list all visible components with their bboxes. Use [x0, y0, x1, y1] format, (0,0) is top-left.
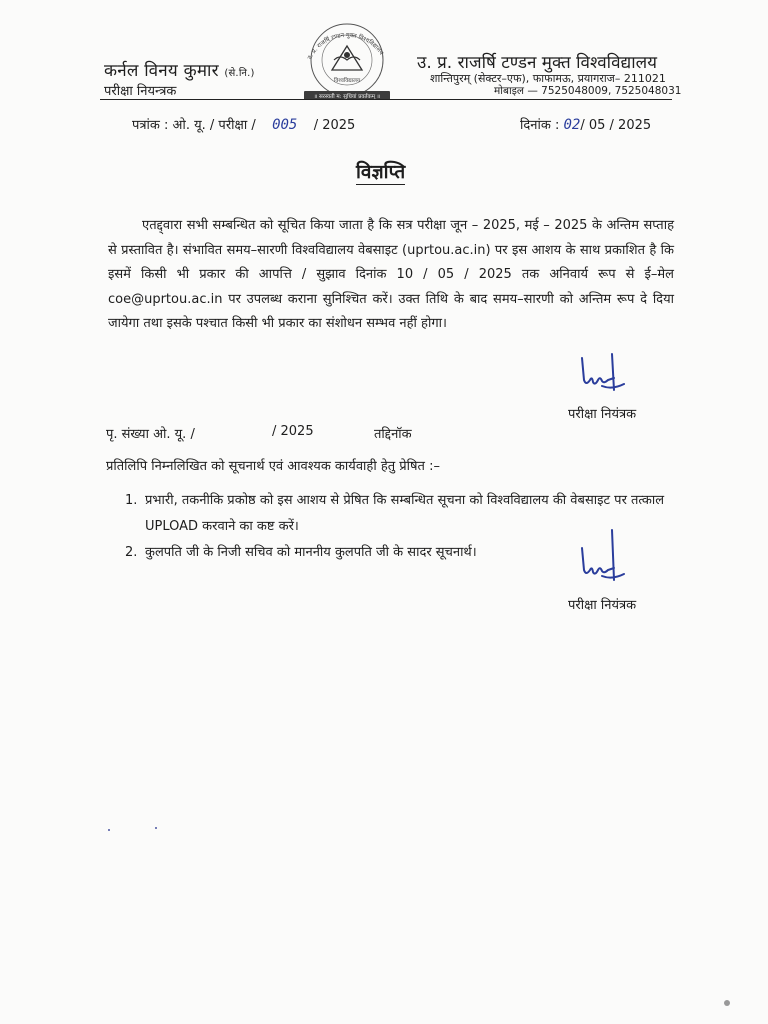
signatory-designation: परीक्षा नियंत्रक [568, 407, 637, 422]
officer-designation: परीक्षा नियन्त्रक [104, 84, 177, 99]
reference-prefix: पत्रांक : ओ. यू. / परीक्षा / [132, 118, 256, 133]
list-item-text: प्रभारी, तकनीकि प्रकोष्ठ को इस आशय से प्रेषित कि सम्बन्धित सूचना को विश्वविद्यालय की वेबसाइट पर तत्काल UPLOAD करवाने का कष्ट करें। [145, 493, 665, 534]
signatory-designation: परीक्षा नियंत्रक [568, 598, 637, 613]
date-handwritten: 02 [563, 117, 581, 133]
copy-to-heading: प्रतिलिपि निम्नलिखित को सूचनार्थ एवं आवश्यक कार्यवाही हेतु प्रेषित :– [106, 459, 440, 474]
date-label: दिनांक : [520, 118, 560, 133]
reference-handwritten-number: 005 [272, 117, 298, 133]
university-address: शान्तिपुरम् (सेक्टर–एफ), फाफामऊ, प्रयागराज– 211021 [430, 72, 666, 85]
logo-motto: ॥ सरस्वती म: सुधियां प्रवर्तकम् ॥ [313, 94, 381, 100]
university-name: उ. प्र. राजर्षि टण्डन मुक्त विश्वविद्यालय [417, 53, 658, 73]
header-divider [100, 99, 672, 100]
logo-name: विश्वविद्यालय [333, 78, 361, 84]
ink-speck [155, 827, 157, 829]
officer-name [104, 58, 255, 81]
notice-title: विज्ञप्ति [356, 161, 406, 183]
signature-mark [578, 350, 632, 398]
university-logo [292, 8, 402, 104]
list-item-number: 1. [125, 493, 138, 508]
svg-text:उ. प्र. राजर्षि टण्डन मुक्त वि: उ. प्र. राजर्षि टण्डन मुक्त विश्वविद्यालय [306, 31, 385, 61]
endorsement-number-label: पृ. संख्या ओ. यू. / [106, 427, 195, 442]
reference-year: / 2025 [313, 118, 356, 133]
endorsement-year: / 2025 [272, 424, 314, 439]
list-item-number: 2. [125, 545, 138, 560]
list-item-text: कुलपति जी के निजी सचिव को माननीय कुलपति जी के सादर सूचनार्थ। [145, 545, 477, 560]
reference-number [132, 115, 355, 133]
notice-body: एतद्द्वारा सभी सम्बन्धित को सूचित किया जाता है कि सत्र परीक्षा जून – 2025, मई – 2025 के अन्तिम सप्ताह से प्रस्तावित है। संभावित समय–सारणी विश्वविद्यालय वेबसाइट (uprtou.ac.in) पर इस आशय के साथ प्रकाशित है कि इसमें किसी भी प्रकार की आपत्ति / सुझाव दिनांक 10 / 05 / 2025 तक अनिवार्य रूप से ई–मेल coe@uprtou.ac.in पर उपलब्ध कराना सुनिश्चित करें। उक्त तिथि के बाद समय–सारणी को अन्तिम रूप दे दिया जायेगा तथा इसके पश्चात किसी भी प्रकार का संशोधन सम्भव नहीं होगा। [108, 218, 674, 332]
officer-name-text: कर्नल विनय कुमार [104, 61, 219, 81]
signature-mark [578, 528, 632, 588]
ink-speck [108, 829, 110, 831]
date-rest: / 05 / 2025 [580, 118, 652, 133]
reference-date [520, 115, 651, 133]
endorsement-date-label: तद्दिनॉक [374, 427, 412, 442]
stamp-smudge [724, 1000, 730, 1006]
university-mobile: मोबाइल — 7525048009, 7525048031 [494, 85, 682, 97]
officer-suffix: (से.नि.) [224, 68, 255, 79]
